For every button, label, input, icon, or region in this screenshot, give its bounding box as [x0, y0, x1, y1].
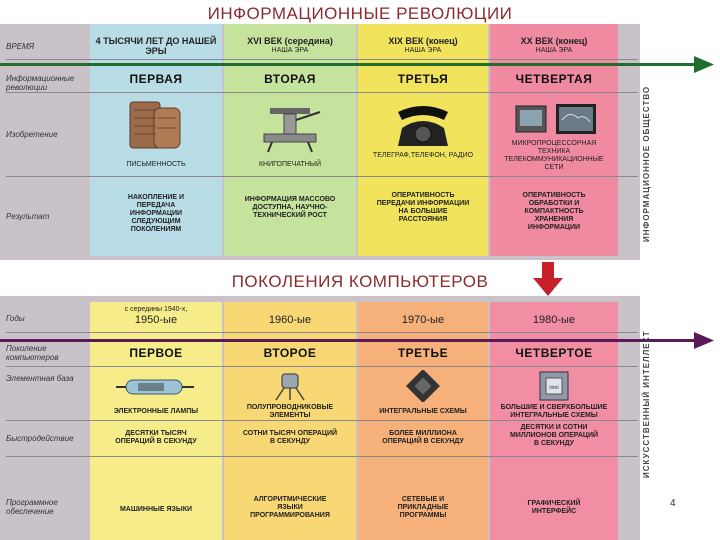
arrow-head-green-icon	[694, 56, 714, 74]
telephone-icon	[358, 98, 488, 154]
time-cell-2: XVI ВЕК (середина) НАША ЭРА	[247, 36, 333, 54]
base-caption-2: ПОЛУПРОВОДНИКОВЫЕ ЭЛЕМЕНТЫ	[246, 404, 334, 419]
base-caption-3: ИНТЕГРАЛЬНЫЕ СХЕМЫ	[379, 408, 467, 415]
speed-3: БОЛЕЕ МИЛЛИОНА ОПЕРАЦИЙ В СЕКУНДУ	[382, 430, 464, 445]
integrated-circuit-icon	[358, 370, 488, 402]
result-4: ОПЕРАТИВНОСТЬ ОБРАБОТКИ И КОМПАКТНОСТЬ ХРАНЕНИЯ ИНФОРМАЦИИ	[522, 192, 586, 231]
row-label-software: Программное обеспечение	[6, 498, 58, 516]
divider	[6, 420, 638, 421]
timeline-arrow-green	[0, 63, 700, 66]
invention-caption-3: ТЕЛЕГРАФ,ТЕЛЕФОН, РАДИО	[372, 152, 474, 159]
time-cell-4: XX ВЕК (конец) НАША ЭРА	[520, 36, 588, 54]
revolutions-title: ИНФОРМАЦИОННЫЕ РЕВОЛЮЦИИ	[207, 4, 513, 23]
base-caption-4: БОЛЬШИЕ И СВЕРХБОЛЬШИЕ ИНТЕГРАЛЬНЫЕ СХЕМЫ	[500, 404, 608, 419]
revolution-name-3: ТРЕТЬЯ	[397, 72, 449, 86]
years-cell-1: с середины 1940-х, 1950-ые	[124, 306, 188, 326]
software-2: АЛГОРИТМИЧЕСКИЕ ЯЗЫКИ ПРОГРАММИРОВАНИЯ	[250, 496, 330, 519]
result-2: ИНФОРМАЦИЯ МАССОВО ДОСТУПНА, НАУЧНО-ТЕХНИЧЕСКИЙ РОСТ	[244, 196, 336, 219]
arrow-head-purple-icon	[694, 332, 714, 350]
divider	[6, 456, 638, 457]
divider	[6, 59, 638, 60]
revolutions-table	[0, 24, 640, 260]
speed-1: ДЕСЯТКИ ТЫСЯЧ ОПЕРАЦИЙ В СЕКУНДУ	[115, 430, 197, 445]
row-label-generations: Поколение компьютеров	[6, 344, 59, 362]
row-label-speed: Быстродействие	[6, 434, 74, 443]
software-1: МАШИННЫЕ ЯЗЫКИ	[119, 506, 193, 513]
row-label-time: ВРЕМЯ	[6, 42, 35, 51]
years-cell-2: 1960-ые	[268, 314, 312, 326]
invention-caption-1: ПИСЬМЕННОСТЬ	[126, 161, 186, 168]
revolution-name-1: ПЕРВАЯ	[129, 72, 183, 86]
timeline-arrow-purple	[0, 339, 700, 342]
result-1: НАКОПЛЕНИЕ И ПЕРЕДАЧА ИНФОРМАЦИИ СЛЕДУЮЩИМ ПОКОЛЕНИЯМ	[127, 194, 185, 233]
software-4: ГРАФИЧЕСКИЙ ИНТЕРФЕЙС	[527, 500, 581, 515]
row-label-result: Результат	[6, 212, 50, 221]
speed-2: СОТНИ ТЫСЯЧ ОПЕРАЦИЙ В СЕКУНДУ	[242, 430, 338, 445]
software-3: СЕТЕВЫЕ И ПРИКЛАДНЫЕ ПРОГРАММЫ	[397, 496, 449, 519]
time-cell-3: XIX ВЕК (конец) НАША ЭРА	[388, 36, 458, 54]
clay-tablet-icon	[90, 98, 222, 154]
computer-generations-table	[0, 296, 640, 540]
speed-4: ДЕСЯТКИ И СОТНИ МИЛЛИОНОВ ОПЕРАЦИЙ В СЕКУНДУ	[509, 424, 599, 447]
row-label-invention: Изобретение	[6, 130, 58, 139]
result-3: ОПЕРАТИВНОСТЬ ПЕРЕДАЧИ ИНФОРМАЦИИ НА БОЛЬШИЕ РАССТОЯНИЯ	[376, 192, 470, 223]
row-label-revolution: Информационные революции	[6, 74, 75, 92]
row-label-years: Годы	[6, 314, 25, 323]
invention-caption-4: МИКРОПРОЦЕССОРНАЯ ТЕХНИКА ТЕЛЕКОММУНИКАЦИОННЫЕ СЕТИ	[504, 140, 604, 171]
generation-name-4: ЧЕТВЕРТОЕ	[515, 346, 593, 360]
divider	[6, 92, 638, 93]
vacuum-tube-icon	[90, 370, 222, 402]
page-number: 4	[670, 498, 676, 509]
years-cell-3: 1970-ые	[401, 314, 445, 326]
generation-name-1: ПЕРВОЕ	[129, 346, 183, 360]
years-cell-4: 1980-ые	[532, 314, 576, 326]
artificial-intelligence-label: ИСКУССТВЕННЫЙ ИНТЕЛЛЕКТ	[642, 330, 651, 478]
microprocessor-icon	[490, 370, 618, 402]
divider	[6, 176, 638, 177]
information-society-label: ИНФОРМАЦИОННОЕ ОБЩЕСТВО	[642, 85, 651, 242]
transistor-icon	[224, 370, 356, 402]
divider	[6, 366, 638, 367]
time-cell-1: 4 ТЫСЯЧИ ЛЕТ ДО НАШЕЙ ЭРЫ	[95, 36, 217, 56]
invention-caption-2: КНИГОПЕЧАТНЫЙ	[258, 161, 322, 168]
generation-column-1	[90, 302, 222, 540]
revolution-name-2: ВТОРАЯ	[264, 72, 316, 86]
divider	[6, 332, 638, 333]
row-label-base: Элементная база	[6, 374, 74, 383]
svg-text:intel: intel	[549, 385, 559, 391]
revolution-name-4: ЧЕТВЕРТАЯ	[515, 72, 593, 86]
printing-press-icon	[224, 98, 356, 154]
generation-name-2: ВТОРОЕ	[263, 346, 317, 360]
computer-generations-title: ПОКОЛЕНИЯ КОМПЬЮТЕРОВ	[231, 272, 489, 291]
generation-name-3: ТРЕТЬЕ	[397, 346, 449, 360]
base-caption-1: ЭЛЕКТРОННЫЕ ЛАМПЫ	[113, 408, 199, 415]
